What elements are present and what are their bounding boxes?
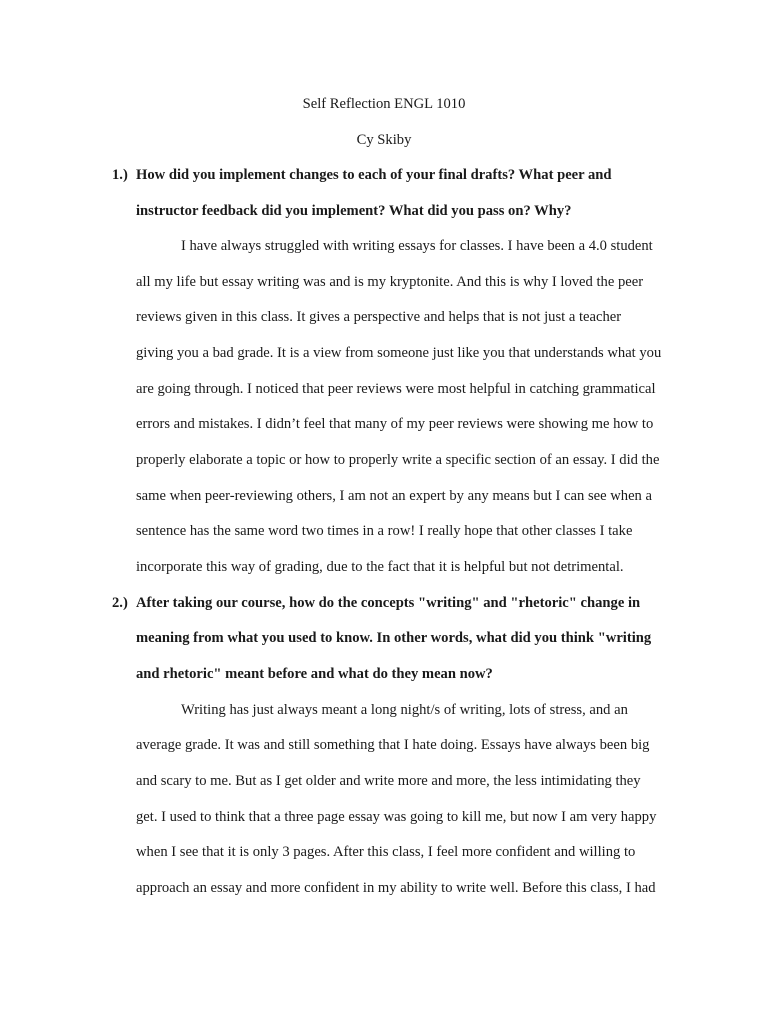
answer-1-line-7: properly elaborate a topic or how to properly write a specific section of an essay. I did the bbox=[136, 452, 660, 468]
question-1-line-2: instructor feedback did you implement? What did you pass on? Why? bbox=[136, 203, 572, 219]
author-name: Cy Skiby bbox=[356, 132, 412, 148]
document-title: Self Reflection ENGL 1010 bbox=[302, 96, 466, 112]
answer-1-line-4: giving you a bad grade. It is a view from someone just like you that understands what you bbox=[136, 345, 662, 361]
answer-1-line-2: all my life but essay writing was and is my kryptonite. And this is why I loved the peer bbox=[136, 274, 644, 290]
question-2-line-3: and rhetoric" meant before and what do they mean now? bbox=[136, 666, 493, 682]
answer-1-line-1: I have always struggled with writing essays for classes. I have been a 4.0 student bbox=[181, 238, 653, 254]
answer-1-line-10: incorporate this way of grading, due to the fact that it is helpful but not detrimental. bbox=[136, 559, 624, 575]
answer-2-line-1: Writing has just always meant a long night/s of writing, lots of stress, and an bbox=[181, 702, 628, 718]
answer-2-line-5: when I see that it is only 3 pages. After this class, I feel more confident and willing to bbox=[136, 844, 636, 860]
answer-1-line-5: are going through. I noticed that peer reviews were most helpful in catching grammatical bbox=[136, 381, 656, 397]
question-1-line-1: How did you implement changes to each of your final drafts? What peer and bbox=[136, 167, 612, 183]
question-2-line-1: After taking our course, how do the concepts "writing" and "rhetoric" change in bbox=[136, 595, 641, 611]
answer-1-line-8: same when peer-reviewing others, I am not an expert by any means but I can see when a bbox=[136, 488, 652, 504]
answer-2-line-6: approach an essay and more confident in my ability to write well. Before this class, I had bbox=[136, 880, 656, 896]
question-2-number: 2.) bbox=[112, 595, 128, 611]
answer-2-line-3: and scary to me. But as I get older and write more and more, the less intimidating they bbox=[136, 773, 641, 789]
answer-1-line-3: reviews given in this class. It gives a perspective and helps that is not just a teacher bbox=[136, 309, 622, 325]
question-2-line-2: meaning from what you used to know. In other words, what did you think "writing bbox=[136, 630, 652, 646]
answer-2-line-2: average grade. It was and still something that I hate doing. Essays have always been big bbox=[136, 737, 650, 753]
answer-2-line-4: get. I used to think that a three page essay was going to kill me, but now I am very happy bbox=[136, 809, 657, 825]
question-1-number: 1.) bbox=[112, 167, 128, 183]
answer-1-line-6: errors and mistakes. I didn’t feel that many of my peer reviews were showing me how to bbox=[136, 416, 654, 432]
answer-1-line-9: sentence has the same word two times in a row! I really hope that other classes I take bbox=[136, 523, 633, 539]
